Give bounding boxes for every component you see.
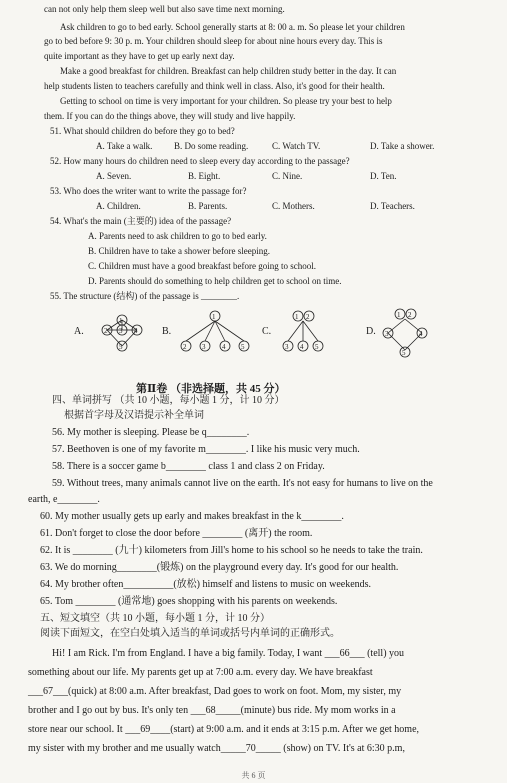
spelling-item: 56. My mother is sleeping. Please be q________. <box>52 427 250 438</box>
structure-diagrams <box>70 308 490 364</box>
section-five-instruction: 阅读下面短文，在空白处填入适当的单词或括号内单词的正确形式。 <box>40 628 340 639</box>
passage-line: can not only help them sleep well but also save time next morning. <box>44 4 285 14</box>
question-stem: 51. What should children do before they go to bed? <box>50 126 235 136</box>
passage-line: go to bed before 9: 30 p. m. Your children should sleep for about nine hours every day. This is <box>44 36 383 46</box>
cloze-line: store near our school. It ___69____(start) at 9:00 a.m. and it ends at 3:15 p.m. After we get home, <box>28 724 420 735</box>
passage-line: Ask children to go to bed early. School generally starts at 8: 00 a. m. So please let your children <box>60 22 405 32</box>
svg-text:1: 1 <box>119 317 123 325</box>
question-options <box>0 201 507 213</box>
svg-text:3: 3 <box>119 327 123 335</box>
svg-text:3: 3 <box>385 330 389 338</box>
svg-text:4: 4 <box>419 330 423 338</box>
section-four-instruction: 根据首字母及汉语提示补全单词 <box>64 410 204 421</box>
option: A. Children. <box>96 201 141 211</box>
cloze-line: my sister with my brother and me usually watch_____70_____ (show) on TV. It's at 6:30 p.m, <box>28 743 405 754</box>
option: C. Nine. <box>272 171 303 181</box>
diagram-letter: D. <box>366 326 376 337</box>
svg-text:2: 2 <box>306 313 310 321</box>
structure-diagram-d <box>366 309 427 357</box>
svg-text:4: 4 <box>222 343 226 351</box>
option: B. Do some reading. <box>174 141 249 151</box>
question-stem: 52. How many hours do children need to sleep every day according to the passage? <box>50 156 350 166</box>
structure-diagram-b <box>162 311 249 351</box>
passage-line: them. If you can do the things above, they will study and live happily. <box>44 111 296 121</box>
cloze-line: brother and I go out by bus. It's only ten ___68_____(minute) bus ride. My mom works in a <box>28 705 396 716</box>
question-stem: 55. The structure (结构) of the passage is ________. <box>50 291 240 301</box>
svg-text:5: 5 <box>402 349 406 357</box>
spelling-item: 58. There is a soccer game b________ class 1 and class 2 on Friday. <box>52 461 325 472</box>
question-options <box>0 141 507 153</box>
option: C. Mothers. <box>272 201 315 211</box>
svg-text:2: 2 <box>183 343 187 351</box>
svg-text:5: 5 <box>119 343 123 351</box>
cloze-line: Hi! I am Rick. I'm from England. I have a big family. Today, I want ___66___ (tell) you <box>52 648 405 659</box>
svg-text:2: 2 <box>408 311 412 319</box>
passage-line: Make a good breakfast for children. Breakfast can help children study better in the day. It can <box>60 66 397 76</box>
option: D. Take a shower. <box>370 141 435 151</box>
cloze-line: ___67___(quick) at 8:00 a.m. After breakfast, Dad goes to work on foot. Mom, my sister, my <box>28 686 402 697</box>
option: A. Seven. <box>96 171 132 181</box>
svg-text:1: 1 <box>212 313 216 321</box>
option: B. Children have to take a shower before sleeping. <box>88 246 270 256</box>
structure-diagram-svg <box>70 308 490 364</box>
option: D. Teachers. <box>370 201 415 211</box>
question-options <box>0 171 507 183</box>
option: C. Children must have a good breakfast before going to school. <box>88 261 316 271</box>
spelling-item: 59. Without trees, many animals cannot live on the earth. It's not easy for humans to live on the <box>52 478 433 489</box>
cloze-line: something about our life. My parents get up at 7:00 a.m. every day. We have breakfast <box>28 667 373 678</box>
svg-text:4: 4 <box>300 343 304 351</box>
structure-diagram-a <box>74 315 142 351</box>
svg-text:1: 1 <box>397 311 401 319</box>
part-two-title: 第Ⅱ卷 （非选择题，共 45 分） <box>136 383 286 395</box>
passage-line: Getting to school on time is very important for your children. So please try your best to help <box>60 96 392 106</box>
passage-line: quite important as they have to get up early next day. <box>44 51 235 61</box>
question-stem: 54. What's the main (主要的) idea of the passage? <box>50 216 232 226</box>
spelling-item: 62. It is ________ (九十) kilometers from Jill's home to his school so he needs to take the train. <box>40 545 423 556</box>
option: A. Take a walk. <box>96 141 153 151</box>
diagram-letter: C. <box>262 326 272 337</box>
spelling-item: 57. Beethoven is one of my favorite m________. I like his music very much. <box>52 444 360 455</box>
svg-text:5: 5 <box>241 343 245 351</box>
passage-line: help students listen to teachers carefully and think well in class. Also, it's good for their health. <box>44 81 385 91</box>
svg-text:1: 1 <box>295 313 299 321</box>
page-footer: 共 6 页 <box>241 771 266 780</box>
spelling-item: 60. My mother usually gets up early and makes breakfast in the k________. <box>40 511 344 522</box>
question-stem: 53. Who does the writer want to write the passage for? <box>50 186 247 196</box>
svg-text:2: 2 <box>104 327 108 335</box>
option: D. Ten. <box>370 171 397 181</box>
svg-text:4: 4 <box>134 327 138 335</box>
option: B. Parents. <box>188 201 228 211</box>
svg-text:3: 3 <box>285 343 289 351</box>
section-four-heading: 四、单词拼写 （共 10 小题，每小题 1 分，计 10 分） <box>52 395 285 406</box>
svg-text:5: 5 <box>315 343 319 351</box>
spelling-item: 64. My brother often__________(放松) himself and listens to music on weekends. <box>40 579 372 590</box>
spelling-item: 61. Don't forget to close the door before ________ (离开) the room. <box>40 528 313 539</box>
diagram-letter: B. <box>162 326 172 337</box>
structure-diagram-c <box>262 311 323 351</box>
spelling-item: 63. We do morning________(锻炼) on the playground every day. It's good for our health. <box>40 562 399 573</box>
spelling-item: earth, e________. <box>28 494 100 505</box>
diagram-letter: A. <box>74 326 84 337</box>
option: D. Parents should do something to help children get to school on time. <box>88 276 342 286</box>
option: B. Eight. <box>188 171 221 181</box>
option: C. Watch TV. <box>272 141 321 151</box>
option: A. Parents need to ask children to go to bed early. <box>88 231 267 241</box>
spelling-item: 65. Tom ________ (通常地) goes shopping with his parents on weekends. <box>40 596 338 607</box>
svg-text:3: 3 <box>202 343 206 351</box>
section-five-heading: 五、短文填空（共 10 小题，每小题 1 分，计 10 分） <box>40 613 270 624</box>
